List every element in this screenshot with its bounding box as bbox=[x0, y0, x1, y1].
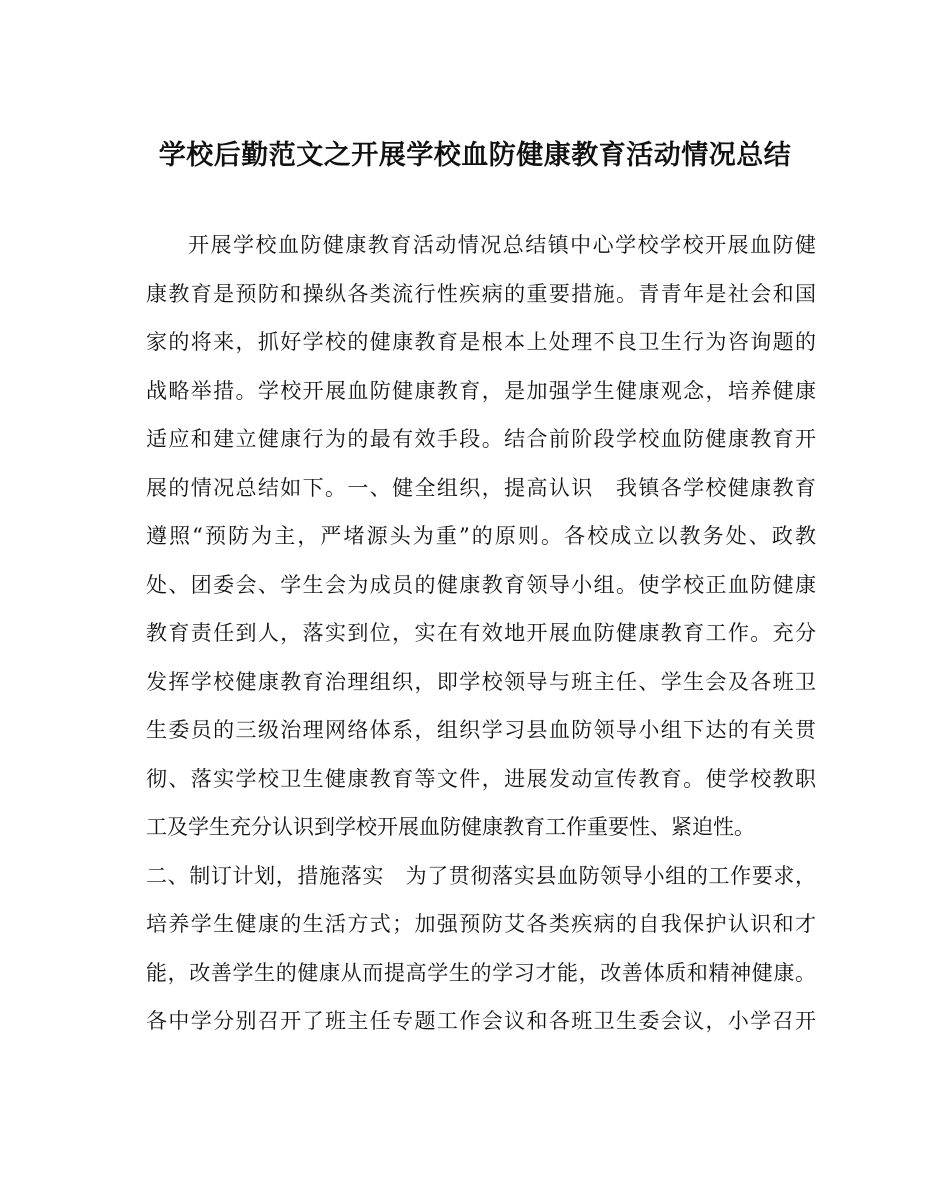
body-line: 康教育是预防和操纵各类流行性疾病的重要措施。青青年是社会和国 bbox=[146, 281, 816, 306]
body-line: 处、团委会、学生会为成员的健康教育领导小组。使学校正血防健康 bbox=[146, 572, 816, 597]
body-line: 能，改善学生的健康从而提高学生的学习才能，改善体质和精神健康。 bbox=[146, 960, 816, 985]
body-line: 适应和建立健康行为的最有效手段。结合前阶段学校血防健康教育开 bbox=[146, 427, 816, 451]
body-line: 工及学生充分认识到学校开展血防健康教育工作重要性、紧迫性。 bbox=[146, 815, 755, 839]
body-line: 教育责任到人，落实到位，实在有效地开展血防健康教育工作。充分 bbox=[146, 621, 816, 645]
body-line: 二、制订计划，措施落实 为了贯彻落实县血防领导小组的工作要求， bbox=[146, 863, 816, 888]
body-line: 生委员的三级治理网络体系，组织学习县血防领导小组下达的有关贯 bbox=[146, 718, 816, 742]
body-line: 遵照“预防为主，严堵源头为重”的原则。各校成立以教务处、政教 bbox=[146, 524, 816, 548]
body-line: 开展学校血防健康教育活动情况总结镇中心学校学校开展血防健 bbox=[188, 233, 816, 257]
body-line: 彻、落实学校卫生健康教育等文件，进展发动宣传教育。使学校教职 bbox=[146, 766, 816, 791]
body-line: 战略举措。学校开展血防健康教育，是加强学生健康观念，培养健康 bbox=[146, 378, 816, 403]
document-title: 学校后勤范文之开展学校血防健康教育活动情况总结 bbox=[158, 140, 792, 171]
body-line: 各中学分别召开了班主任专题工作会议和各班卫生委会议，小学召开 bbox=[146, 1009, 816, 1033]
body-line: 展的情况总结如下。一、健全组织，提高认识 我镇各学校健康教育 bbox=[146, 475, 816, 500]
body-line: 发挥学校健康教育治理组织，即学校领导与班主任、学生会及各班卫 bbox=[146, 669, 816, 694]
document-body bbox=[146, 221, 816, 1046]
body-line: 家的将来，抓好学校的健康教育是根本上处理不良卫生行为咨询题的 bbox=[146, 330, 816, 354]
body-line: 培养学生健康的生活方式；加强预防艾各类疾病的自我保护认识和才 bbox=[146, 912, 816, 936]
